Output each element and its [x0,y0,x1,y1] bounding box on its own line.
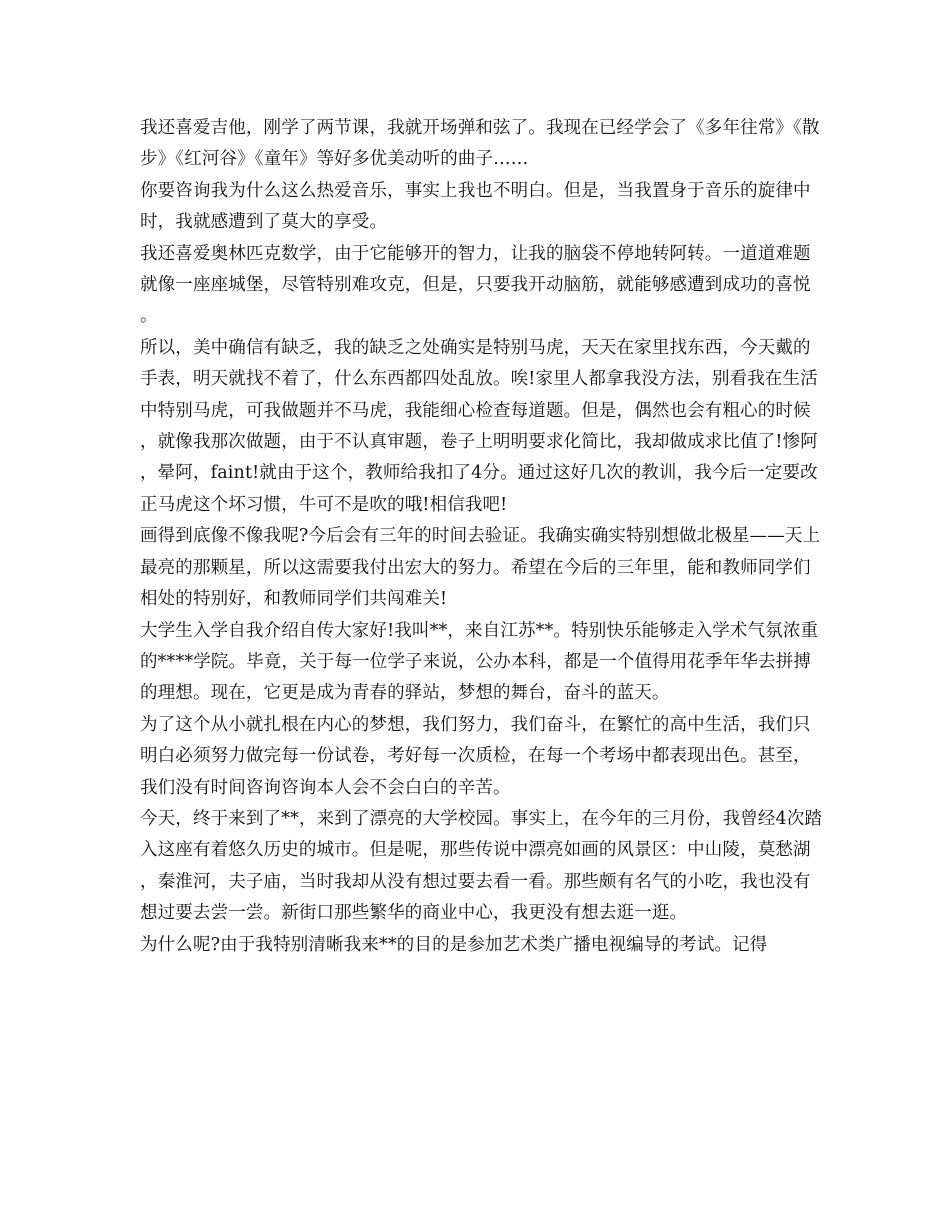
paragraph-dream: 为了这个从小就扎根在内心的梦想，我们努力，我们奋斗，在繁忙的高中生活，我们只明白必须努力做完每一份试卷，考好每一次质检，在每一个考场中都表现出色。甚至，我们没有时间咨询咨询本人会不会白白的辛苦。 [140,714,811,798]
paragraph-north-star: 画得到底像不像我呢?今后会有三年的时间去验证。我确实确实特别想做北极星——天上最亮的那颗星，所以这需要我付出宏大的努力。希望在今后的三年里，能和教师同学们相处的特别好，和教师同学们共闯难关! [140,526,821,610]
paragraph-music-love: 你要咨询我为什么这么热爱音乐，事实上我也不明白。但是，当我置身于音乐的旋律中时，我就感遭到了莫大的享受。 [140,180,811,233]
paragraph-self-introduction: 大学生入学自我介绍自传大家好!我叫**，来自江苏**。特别快乐能够走入学术气氛浓重的****学院。毕竟，关于每一位学子来说，公办本科，都是一个值得用花季年华去拼搏的理想。现在，它更是成为青春的驿站，梦想的舞台，奋斗的蓝天。 [140,620,819,704]
paragraph-guitar: 我还喜爱吉他，刚学了两节课，我就开场弹和弦了。我现在已经学会了《多年往常》《散步》《红河谷》《童年》等好多优美动听的曲子…… [140,118,820,170]
document-body [140,113,826,961]
paragraph-olympiad-math: 我还喜爱奥林匹克数学，由于它能够开的智力，让我的脑袋不停地转阿转。一道道难题就像一座座城堡，尽管特别难攻克，但是，只要我开动脑筋，就能够感遭到成功的喜悦。 [140,243,811,327]
paragraph-arrival: 今天，终于来到了**，来到了漂亮的大学校园。事实上，在今年的三月份，我曾经4次踏入这座有着悠久历史的城市。但是呢，那些传说中漂亮如画的风景区：中山陵，莫愁湖，秦淮河，夫子庙，当时我却从没有想过要去看一看。那些颇有名气的小吃，我也没有想过要去尝一尝。新街口那些繁华的商业中心，我更没有想去逛一逛。 [140,808,823,924]
paragraph-carelessness: 所以，美中确信有缺乏，我的缺乏之处确实是特别马虎，天天在家里找东西，今天戴的手表，明天就找不着了，什么东西都四处乱放。唉!家里人都拿我没方法，别看我在生活中特别马虎，可我做题并不马虎，我能细心检查每道题。但是，偶然也会有粗心的时候，就像我那次做题，由于不认真审题，卷子上明明要求化简比，我却做成求比值了!惨阿，晕阿，faint!就由于这个，教师给我扣了4分。通过这好几次的教训，我今后一定要改正马虎这个坏习惯，牛可不是吹的哦!相信我吧! [140,337,818,515]
paragraph-purpose: 为什么呢?由于我特别清晰我来**的目的是参加艺术类广播电视编导的考试。记得 [140,934,768,955]
